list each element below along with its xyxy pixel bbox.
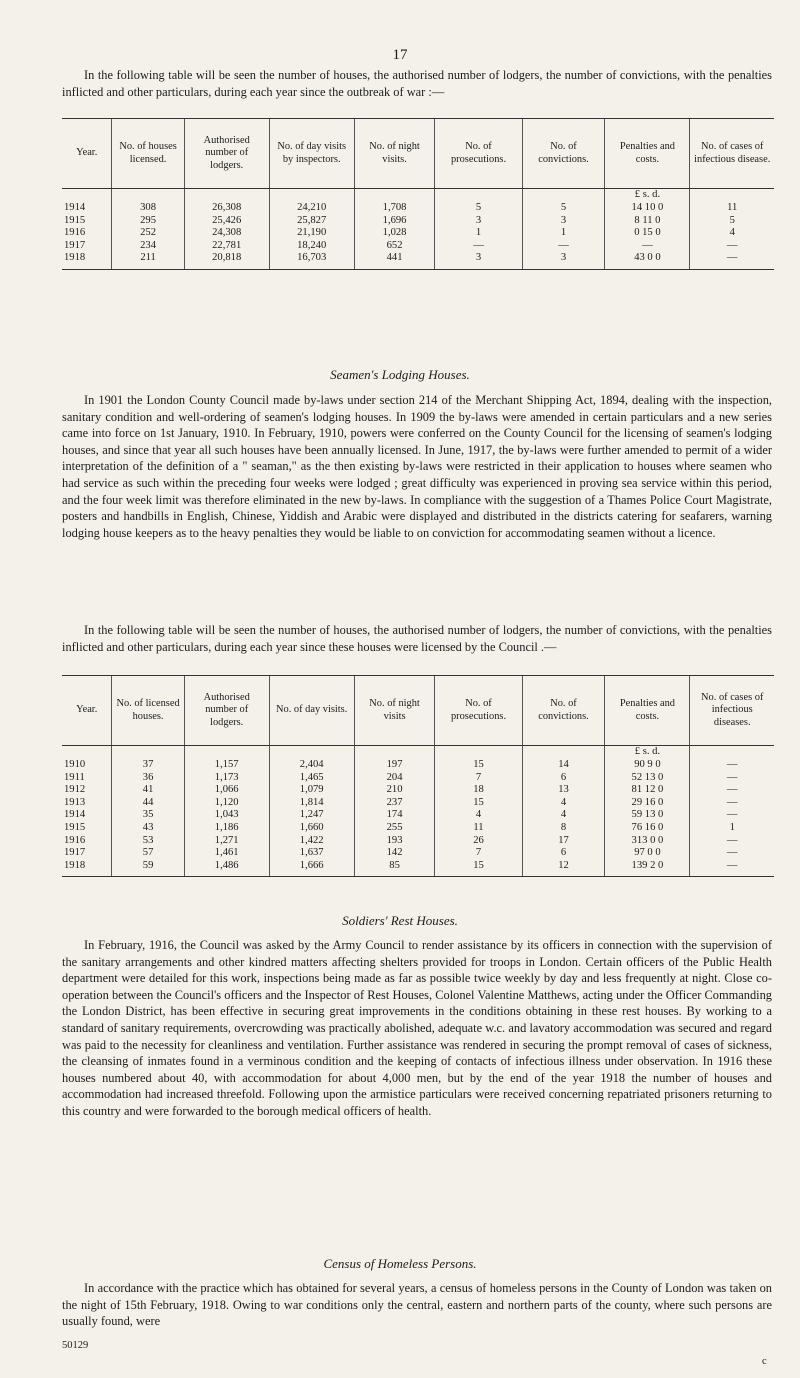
intro-paragraph-1: In the following table will be seen the number of houses, the authorised number of lodgers, the number of convictions, with the penalties inflicted and other particulars, during each year since the outbreak of war :— [62, 68, 772, 99]
table-cell: — [690, 797, 774, 810]
table-cell: 36 [112, 772, 184, 785]
table-cell: 204 [354, 772, 435, 785]
table2-units-blank [522, 746, 605, 760]
table-cell: 76 16 0 [605, 822, 690, 835]
table-cell: 1,247 [269, 809, 354, 822]
table2-header-7: Penalties and costs. [605, 676, 690, 746]
table2-units-blank [184, 746, 269, 760]
table-cell: 26 [435, 835, 522, 848]
table-cell: 1 [435, 227, 522, 240]
table-row [62, 240, 774, 253]
table-cell: 139 2 0 [605, 860, 690, 877]
table1-body [62, 189, 774, 270]
table-cell: 44 [112, 797, 184, 810]
table-cell: 81 12 0 [605, 784, 690, 797]
table1-units-blank [435, 189, 522, 203]
table-cell: 237 [354, 797, 435, 810]
table-cell: 1,660 [269, 822, 354, 835]
table1-units-blank [690, 189, 774, 203]
table-cell: 197 [354, 759, 435, 772]
table-cell: 1,708 [354, 202, 435, 215]
table-cell: 8 [522, 822, 605, 835]
table-cell: 15 [435, 860, 522, 877]
table-cell: 4 [522, 797, 605, 810]
table-cell: — [522, 240, 605, 253]
table-cell: 6 [522, 772, 605, 785]
table-cell: 11 [690, 202, 774, 215]
table-cell: 43 0 0 [605, 252, 690, 269]
table1-header-7: Penalties and costs. [605, 119, 690, 189]
table1-header-1: No. of houses licensed. [112, 119, 184, 189]
table-cell: 35 [112, 809, 184, 822]
table-row [62, 847, 774, 860]
table-cell: 1918 [62, 860, 112, 877]
table-cell: — [690, 809, 774, 822]
seamen-paragraph: In 1901 the London County Council made by-laws under section 214 of the Merchant Shipping Act, 1894, dealing with the inspection, sanitary condition and well-ordering of seamen's lodging houses. In 1909 the by-laws were amended in certain particulars and a new series came into force on 1st January, 1910. In February, 1910, powers were conferred on the County Council for the licensing of seamen's lodging houses, and since that year all such houses have been annually licensed. In June, 1917, the by-laws were further amended to permit of a wider interpretation of the definition of a " seaman," as the then existing by-laws were restricted in their application to houses where seamen who had service as such within the preceding four weeks were lodged ; great difficulty was experienced in proving sea service within this period, and the four week limit was therefore eliminated in the new by-laws. In compliance with the suggestion of a Thames Police Court Magistrate, posters and handbills in English, Chinese, Yiddish and Arabic were displayed and distributed in the districts catering for seafarers, warning lodging house keepers as to the heavy penalties they would be liable to on conviction for accommodating seamen without a licence. [62, 393, 772, 540]
table-cell: 652 [354, 240, 435, 253]
table-cell: 1918 [62, 252, 112, 269]
table-row [62, 772, 774, 785]
table-cell: 1,814 [269, 797, 354, 810]
table-cell: 1917 [64, 847, 86, 859]
table-cell: — [605, 240, 690, 253]
table-row [62, 860, 774, 877]
table-cell: — [690, 847, 774, 860]
common-lodging-houses-table [62, 118, 774, 270]
table1-header-6: No. of convictions. [522, 119, 605, 189]
table-row [62, 252, 774, 269]
table-cell: 1,043 [184, 809, 269, 822]
table-cell: 1916 [64, 227, 86, 239]
table-cell: — [435, 240, 522, 253]
table-cell: 1,422 [269, 835, 354, 848]
table-cell: 25,426 [184, 215, 269, 228]
census-paragraph: In accordance with the practice which has obtained for several years, a census of homeless persons in the County of London was taken on the night of 15th February, 1918. Owing to war conditions only the central, eastern and northern parts of the county, where such persons are usually found, were [62, 1281, 772, 1329]
table-cell: — [690, 759, 774, 772]
table-cell: 22,781 [184, 240, 269, 253]
table-cell: 5 [435, 202, 522, 215]
intro-paragraph-2: In the following table will be seen the number of houses, the authorised number of lodgers, the number of convictions, with the penalties inflicted and other particulars, during each year since these houses were licensed by the Council .— [62, 623, 772, 654]
table-cell: 4 [522, 809, 605, 822]
table1-header-2: Authorised number of lodgers. [184, 119, 269, 189]
table-cell: 1,173 [184, 772, 269, 785]
table-row [62, 822, 774, 835]
table-cell: 14 [522, 759, 605, 772]
table-cell: 53 [112, 835, 184, 848]
table-cell: — [690, 784, 774, 797]
table-cell: 1 [690, 822, 774, 835]
table-cell: 18 [435, 784, 522, 797]
table-cell: 1,696 [354, 215, 435, 228]
table-cell: 37 [112, 759, 184, 772]
table2-units-blank [112, 746, 184, 760]
table2-header-row [62, 676, 774, 746]
table-cell: 1915 [64, 214, 86, 226]
table-cell: 24,210 [269, 202, 354, 215]
table-cell: 142 [354, 847, 435, 860]
table1-header-0: Year. [62, 119, 112, 189]
table-cell: 210 [354, 784, 435, 797]
signature-mark: c [762, 1356, 767, 1367]
table-cell: 3 [522, 252, 605, 269]
table-cell: 57 [112, 847, 184, 860]
table-cell: 193 [354, 835, 435, 848]
table2-units-blank [690, 746, 774, 760]
table1-currency-units: £ s. d. [605, 189, 690, 203]
table-cell: 1,637 [269, 847, 354, 860]
table1-units-blank [522, 189, 605, 203]
table2-header-3: No. of day visits. [269, 676, 354, 746]
table-cell: — [690, 835, 774, 848]
table-cell: 3 [522, 215, 605, 228]
table-cell: 4 [435, 809, 522, 822]
table-row [62, 835, 774, 848]
table-cell: 4 [690, 227, 774, 240]
table1-units-blank [62, 189, 112, 203]
table-cell: 1910 [64, 759, 86, 770]
table-cell: 308 [112, 202, 184, 215]
table-cell: 11 [435, 822, 522, 835]
table-cell: 1,666 [269, 860, 354, 877]
table2-currency-units: £ s. d. [605, 746, 690, 760]
table-cell: 18,240 [269, 240, 354, 253]
table2-header-0: Year. [62, 676, 112, 746]
table-cell: 6 [522, 847, 605, 860]
census-heading: Census of Homeless Persons. [323, 1256, 477, 1271]
table-cell: 1911 [64, 771, 85, 783]
table-cell: 26,308 [184, 202, 269, 215]
table-cell: 1915 [64, 821, 86, 833]
table-cell: — [690, 772, 774, 785]
soldiers-paragraph: In February, 1916, the Council was asked by the Army Council to render assistance by its officers in connection with the supervision of the sanitary arrangements and other kindred matters affecting shelters provided for troops in London. Certain officers of the Public Health department were detailed for this work, inspections being made as far as possible twice weekly by day and less frequently at night. Close co-operation between the Council's officers and the Inspector of Rest Houses, Colonel Valentine Matthews, acting under the Officer Commanding the London District, has been effective in securing great improvements in the conditions obtaining in these rest houses. By working to a standard of sanitary requirements, overcrowding was practically abolished, adequate w.c. and lavatory accommodation was secured and regard was paid to the necessity for cleanliness and ventilation. Further assistance was rendered in securing the prompt removal of cases of sickness, the cleansing of inmates found in a verminous condition and the keeping of contacts of infectious illness under observation. In 1916 these houses numbered about 40, with accommodation for about 4,000 men, but by the end of the year 1918 the number of houses and accommodation had increased threefold. Following upon the armistice particulars were received concerning repatriated prisoners returning to this country and were forwarded to the borough medical officers of health. [62, 938, 772, 1118]
table-row [62, 202, 774, 215]
table-cell: 25,827 [269, 215, 354, 228]
table-cell: 1,028 [354, 227, 435, 240]
table-cell: 8 11 0 [605, 215, 690, 228]
table-cell: 1,066 [184, 784, 269, 797]
table2-units-blank [269, 746, 354, 760]
table-cell: 43 [112, 822, 184, 835]
table-cell: 59 [112, 860, 184, 877]
table-cell: — [690, 240, 774, 253]
table-cell: 5 [522, 202, 605, 215]
table-cell: 255 [354, 822, 435, 835]
table-cell: 85 [354, 860, 435, 877]
table1-units-blank [269, 189, 354, 203]
table-cell: 5 [690, 215, 774, 228]
table-cell: 1,157 [184, 759, 269, 772]
table2-units-blank [435, 746, 522, 760]
table2-units-row [62, 746, 774, 760]
table-cell: 7 [435, 847, 522, 860]
soldiers-heading: Soldiers' Rest Houses. [342, 913, 458, 928]
table-cell: 1912 [64, 784, 86, 796]
table-row [62, 797, 774, 810]
table-cell: 1,120 [184, 797, 269, 810]
table-cell: 41 [112, 784, 184, 797]
table-cell: 211 [112, 252, 184, 269]
table2-header-6: No. of convictions. [522, 676, 605, 746]
table-cell: 1,079 [269, 784, 354, 797]
table-cell: 1917 [64, 239, 86, 251]
table1-units-blank [354, 189, 435, 203]
table-cell: 0 15 0 [605, 227, 690, 240]
table-cell: 1914 [64, 202, 86, 213]
table-cell: 29 16 0 [605, 797, 690, 810]
table-cell: 1,486 [184, 860, 269, 877]
table1-header-4: No. of night visits. [354, 119, 435, 189]
table-cell: 97 0 0 [605, 847, 690, 860]
table-row [62, 215, 774, 228]
table-cell: 20,818 [184, 252, 269, 269]
table-row [62, 809, 774, 822]
table1-header-3: No. of day visits by inspectors. [269, 119, 354, 189]
table2-header-4: No. of night visits [354, 676, 435, 746]
table-cell: 59 13 0 [605, 809, 690, 822]
page-number: 17 [392, 47, 408, 63]
table1-header-8: No. of cases of infectious disease. [690, 119, 774, 189]
table2-header-2: Authorised number of lodgers. [184, 676, 269, 746]
table-cell: 14 10 0 [605, 202, 690, 215]
table-cell: 7 [435, 772, 522, 785]
table1-units-row [62, 189, 774, 203]
table-cell: 15 [435, 759, 522, 772]
table1-header-5: No. of prosecutions. [435, 119, 522, 189]
table1-header-row [62, 119, 774, 189]
seamen-lodging-houses-table [62, 675, 774, 877]
table-cell: 15 [435, 797, 522, 810]
table2-header-5: No. of prosecutions. [435, 676, 522, 746]
printer-code: 50129 [62, 1340, 89, 1351]
table-cell: 174 [354, 809, 435, 822]
table-cell: 90 9 0 [605, 759, 690, 772]
table-cell: 1916 [64, 834, 86, 846]
table2-header-1: No. of licensed houses. [112, 676, 184, 746]
table-row [62, 784, 774, 797]
table-cell: — [690, 252, 774, 269]
table-cell: 12 [522, 860, 605, 877]
table-cell: 234 [112, 240, 184, 253]
table-cell: 13 [522, 784, 605, 797]
table-cell: 295 [112, 215, 184, 228]
table-cell: 21,190 [269, 227, 354, 240]
table-cell: 441 [354, 252, 435, 269]
table-cell: 17 [522, 835, 605, 848]
table-cell: 2,404 [269, 759, 354, 772]
table2-units-blank [354, 746, 435, 760]
table-row [62, 759, 774, 772]
table-cell: 252 [112, 227, 184, 240]
table2-units-blank [62, 746, 112, 760]
table-cell: 52 13 0 [605, 772, 690, 785]
table-cell: 3 [435, 215, 522, 228]
seamen-heading: Seamen's Lodging Houses. [330, 367, 470, 382]
table1-units-blank [112, 189, 184, 203]
table-cell: 1,465 [269, 772, 354, 785]
table-cell: 1,186 [184, 822, 269, 835]
table-cell: 313 0 0 [605, 835, 690, 848]
table-cell: 1,461 [184, 847, 269, 860]
table2-header-8: No. of cases of infectious diseases. [690, 676, 774, 746]
table-cell: 1914 [64, 809, 86, 821]
table1-units-blank [184, 189, 269, 203]
table-cell: 1913 [64, 796, 86, 808]
table-cell: 3 [435, 252, 522, 269]
table-cell: 1 [522, 227, 605, 240]
table-cell: — [690, 860, 774, 877]
table-cell: 24,308 [184, 227, 269, 240]
table-row [62, 227, 774, 240]
table-cell: 1,271 [184, 835, 269, 848]
table2-body [62, 746, 774, 877]
table-cell: 16,703 [269, 252, 354, 269]
